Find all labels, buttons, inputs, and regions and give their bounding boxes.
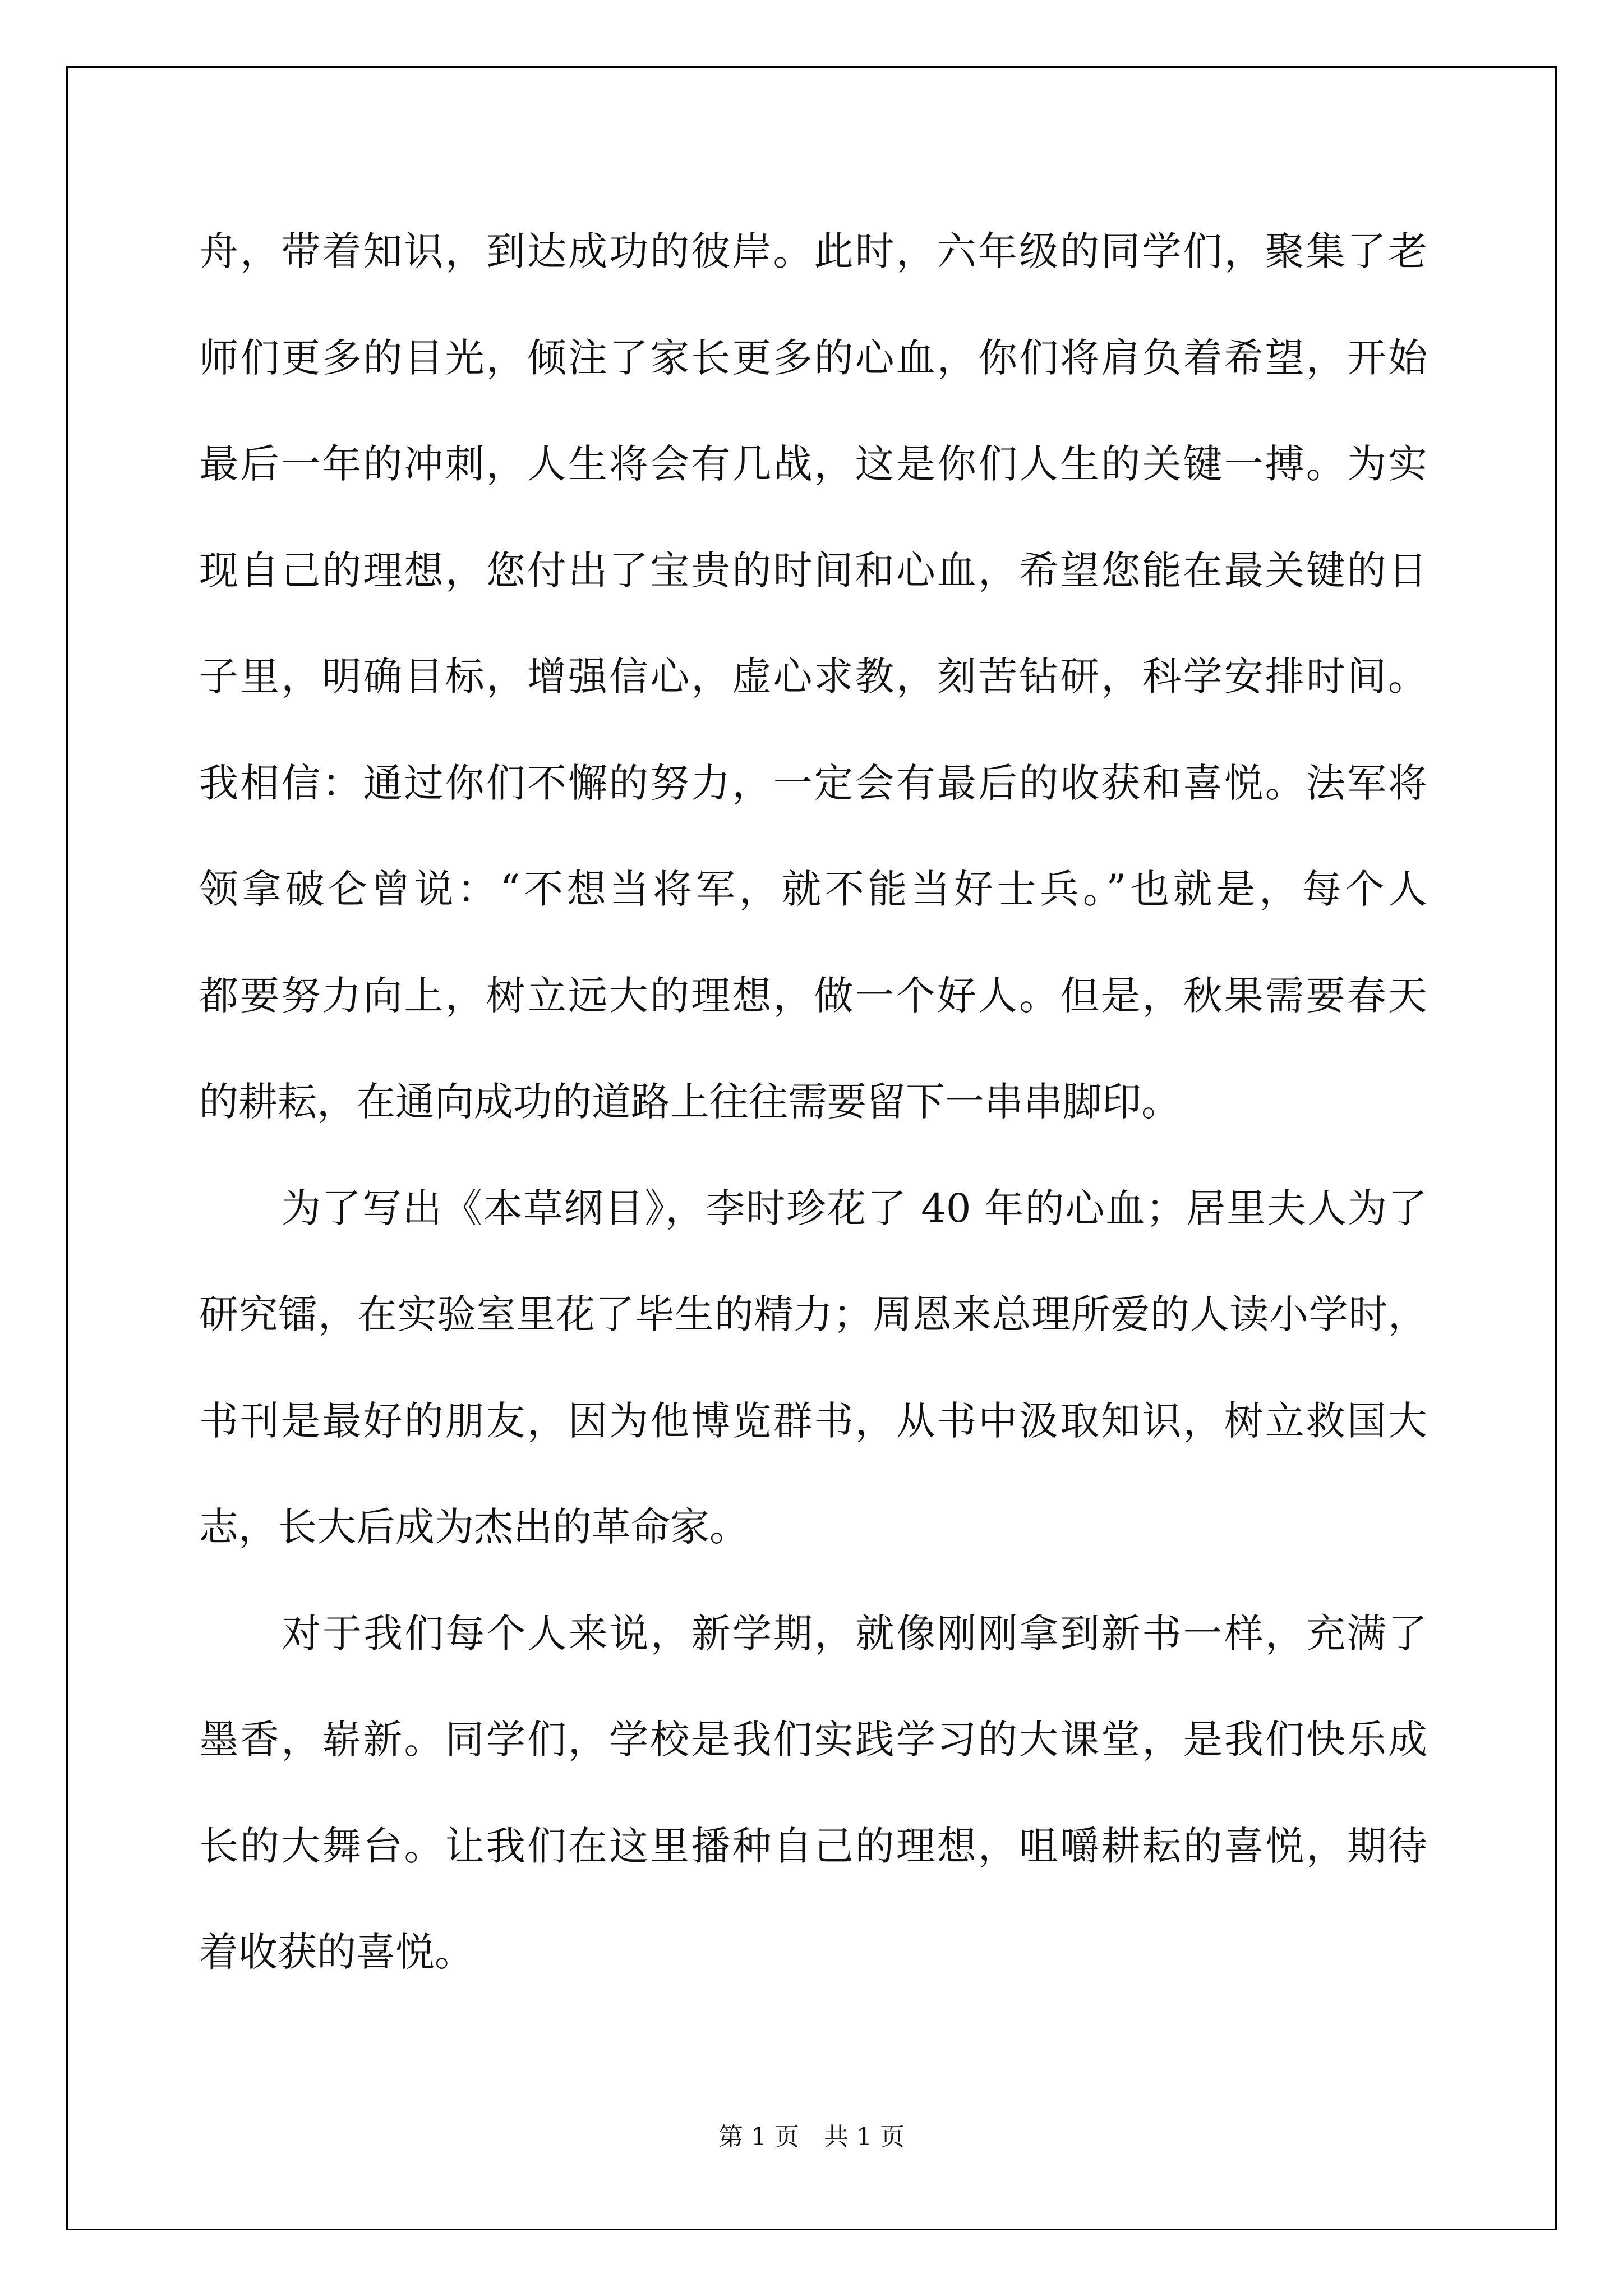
text-line: 研究镭，在实验室里花了毕生的精力；周恩来总理所爱的人读小学时， (199, 1291, 1427, 1337)
text-line: 对于我们每个人来说，新学期，就像刚刚拿到新书一样，充满了 (282, 1611, 1427, 1657)
text-line: 墨香，崭新。同学们，学校是我们实践学习的大课堂，是我们快乐成 (199, 1717, 1427, 1763)
text-line: 着收获的喜悦。 (199, 1929, 474, 1975)
text-line: 的耕耘，在通向成功的道路上往往需要留下一串串脚印。 (199, 1079, 1181, 1125)
text-line: 志，长大后成为杰出的革命家。 (199, 1504, 749, 1550)
text-line: 舟，带着知识，到达成功的彼岸。此时，六年级的同学们，聚集了老 (199, 228, 1427, 274)
text-line: 书刊是最好的朋友，因为他博览群书，从书中汲取知识，树立救国大 (199, 1398, 1427, 1444)
text-line: 我相信：通过你们不懈的努力，一定会有最后的收获和喜悦。法军将 (199, 760, 1427, 806)
page-footer: 第 1 页 共 1 页 (718, 2123, 905, 2151)
text-line: 都要努力向上，树立远大的理想，做一个好人。但是，秋果需要春天 (199, 973, 1427, 1019)
text-line: 长的大舞台。让我们在这里播种自己的理想，咀嚼耕耘的喜悦，期待 (199, 1823, 1427, 1869)
text-line: 现自己的理想，您付出了宝贵的时间和心血，希望您能在最关键的日 (199, 547, 1427, 593)
page-border (66, 66, 1557, 2230)
text-line: 领拿破仑曾说：“不想当将军，就不能当好士兵。”也就是，每个人 (199, 866, 1427, 912)
text-line: 子里，明确目标，增强信心，虚心求教，刻苦钻研，科学安排时间。 (199, 654, 1427, 700)
text-line: 师们更多的目光，倾注了家长更多的心血，你们将肩负着希望，开始 (199, 335, 1427, 381)
text-line: 为了写出《本草纲目》，李时珍花了 40 年的心血；居里夫人为了 (282, 1185, 1427, 1231)
text-line: 最后一年的冲刺，人生将会有几战，这是你们人生的关键一搏。为实 (199, 441, 1427, 487)
